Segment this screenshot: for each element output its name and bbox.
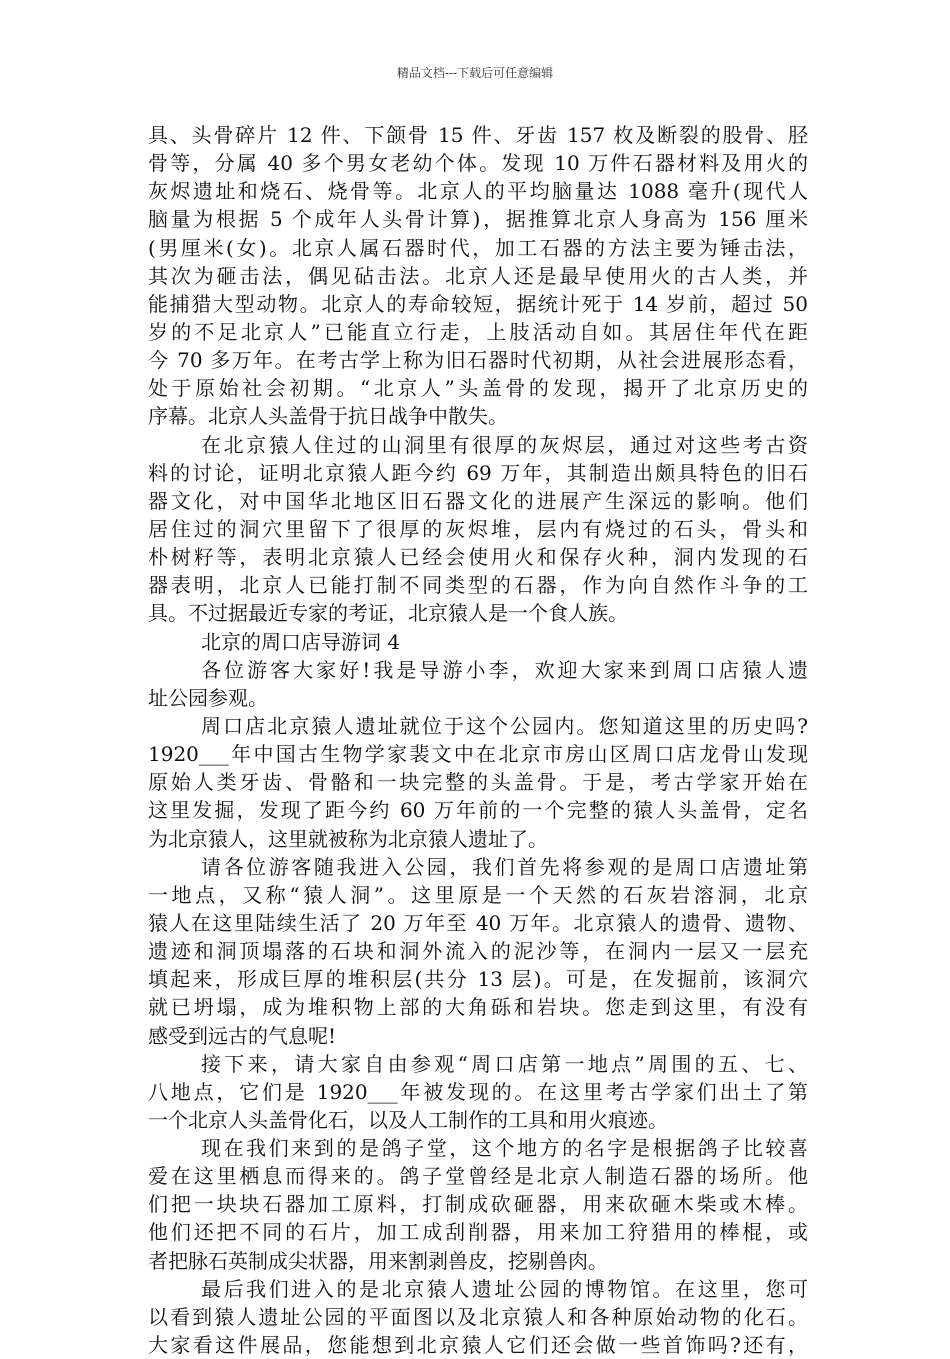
text-line: 以看到猿人遗址公园的平面图以及北京猿人和各种原始动物的化石。	[148, 1304, 808, 1329]
document-body	[148, 121, 808, 1359]
text-line: 这里发掘，发现了距今约 60 万年前的一个完整的猿人头盖骨，定名	[148, 798, 808, 823]
text-line: 原始人类牙齿、骨骼和一块完整的头盖骨。于是，考古学家开始在	[148, 770, 808, 795]
text-line: 一个北京人头盖骨化石，以及人工制作的工具和用火痕迹。	[148, 1107, 668, 1132]
text-line: 他们还把不同的石片，加工成刮削器，用来加工狩猎用的棒棍，或	[148, 1220, 808, 1245]
text-line: 骨等，分属 40 多个男女老幼个体。发现 10 万件石器材料及用火的	[148, 151, 808, 176]
text-line: 们把一块块石器加工原料，打制成砍砸器，用来砍砸木柴或木棒。	[148, 1192, 808, 1217]
text-line: 为北京猿人，这里就被称为北京猿人遗址了。	[148, 826, 548, 851]
text-line: 器文化，对中国华北地区旧石器文化的进展产生深远的影响。他们	[148, 488, 808, 513]
text-line: 各位游客大家好!我是导游小李，欢迎大家来到周口店猿人遗	[201, 657, 808, 682]
text-line: 北京的周口店导游词 4	[201, 629, 401, 654]
text-line: 具。不过据最近专家的考证，北京猿人是一个食人族。	[148, 601, 628, 626]
text-line: 岁的不足北京人”已能直立行走，上肢活动自如。其居住年代在距	[148, 319, 808, 344]
text-line: 填起来，形成巨厚的堆积层(共分 13 层)。可是，在发掘前，该洞穴	[148, 967, 808, 992]
text-line: 爱在这里栖息而得来的。鸽子堂曾经是北京人制造石器的场所。他	[148, 1164, 808, 1189]
text-line: 处于原始社会初期。“北京人”头盖骨的发现，揭开了北京历史的	[148, 376, 808, 401]
text-line: 遗迹和洞顶塌落的石块和洞外流入的泥沙等，在洞内一层又一层充	[148, 939, 808, 964]
text-line: 在北京猿人住过的山洞里有很厚的灰烬层，通过对这些考古资	[201, 432, 808, 457]
text-line: 大家看这件展品，您能想到北京猿人它们还会做一些首饰吗?还有，	[148, 1333, 808, 1358]
text-line: 一地点，又称“猿人洞”。这里原是一个天然的石灰岩溶洞，北京	[148, 882, 808, 907]
text-line: 接下来，请大家自由参观“周口店第一地点”周围的五、七、	[201, 1051, 808, 1076]
text-line: 其次为砸击法，偶见砧击法。北京人还是最早使用火的古人类，并	[148, 263, 808, 288]
text-line: 具、头骨碎片 12 件、下颌骨 15 件、牙齿 157 枚及断裂的股骨、胫	[148, 123, 808, 147]
text-line: 最后我们进入的是北京猿人遗址公园的博物馆。在这里，您可	[201, 1276, 808, 1301]
text-line: 1920___年中国古生物学家裴文中在北京市房山区周口店龙骨山发现	[148, 742, 808, 767]
text-line: 朴树籽等，表明北京猿人已经会使用火和保存火种，洞内发现的石	[148, 545, 808, 570]
text-line: 脑量为根据 5 个成年人头骨计算)，据推算北京人身高为 156 厘米	[148, 207, 808, 232]
text-line: 能捕猎大型动物。北京人的寿命较短，据统计死于 14 岁前，超过 50	[148, 291, 808, 316]
page-header: 精品文档---下载后可任意编辑	[396, 66, 554, 80]
text-line: 现在我们来到的是鸽子堂，这个地方的名字是根据鸽子比较喜	[201, 1136, 808, 1161]
text-line: 猿人在这里陆续生活了 20 万年至 40 万年。北京猿人的遗骨、遗物、	[148, 910, 808, 935]
text-line: (男厘米(女)。北京人属石器时代，加工石器的方法主要为锤击法，	[148, 235, 808, 260]
text-line: 请各位游客随我进入公园，我们首先将参观的是周口店遗址第	[201, 854, 808, 879]
text-line: 料的讨论，证明北京猿人距今约 69 万年，其制造出颇具特色的旧石	[148, 460, 808, 485]
text-line: 感受到远古的气息呢!	[148, 1023, 337, 1048]
text-line: 者把脉石英制成尖状器，用来割剥兽皮，挖剔兽肉。	[148, 1248, 608, 1273]
text-line: 灰烬遗址和烧石、烧骨等。北京人的平均脑量达 1088 毫升(现代人	[148, 179, 808, 204]
text-line: 周口店北京猿人遗址就位于这个公园内。您知道这里的历史吗?	[201, 713, 808, 738]
text-line: 今 70 多万年。在考古学上称为旧石器时代初期，从社会进展形态看，	[148, 348, 808, 373]
text-line: 就已坍塌，成为堆积物上部的大角砾和岩块。您走到这里，有没有	[148, 995, 808, 1020]
text-line: 八地点，它们是 1920___年被发现的。在这里考古学家们出土了第	[148, 1079, 808, 1104]
text-line: 居住过的洞穴里留下了很厚的灰烬堆，层内有烧过的石头，骨头和	[148, 516, 808, 541]
text-line: 址公园参观。	[148, 685, 268, 710]
text-line: 器表明，北京人已能打制不同类型的石器，作为向自然作斗争的工	[148, 573, 808, 598]
text-line: 序幕。北京人头盖骨于抗日战争中散失。	[148, 404, 508, 429]
